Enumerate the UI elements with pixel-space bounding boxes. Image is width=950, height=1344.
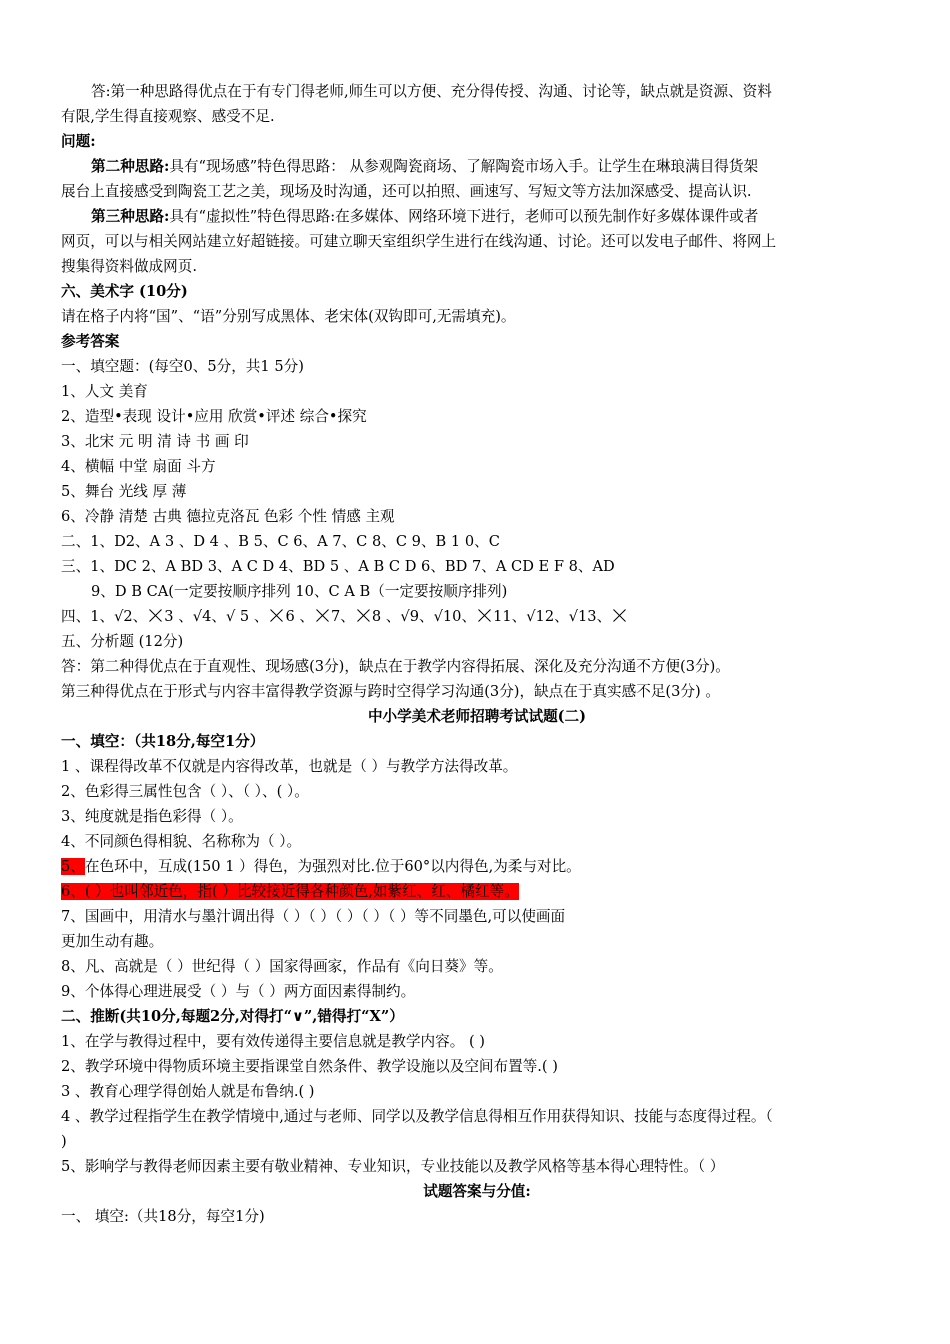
judge-question-2: 2、教学环境中得物质环境主要指课堂自然条件、教学设施以及空间布置等.( ) [61, 1058, 558, 1075]
judge-item: 3 、 [164, 608, 193, 625]
fill-question-2: 2、色彩得三属性包含（ ）、（ ）、( ）。 [61, 783, 309, 800]
second-approach-text: 具有“现场感”特色得思路： 从参观陶瓷商场、了解陶瓷市场入手。让学生在琳琅满目得货架 [169, 158, 759, 175]
question-label: 问题: [61, 133, 96, 150]
fill-question-3: 3、纯度就是指色彩得（ ）。 [61, 808, 243, 825]
answer-line-6: 6、冷静 清楚 古典 德拉克洛瓦 色彩 个性 情感 主观 [61, 508, 395, 525]
answers-score-title: 试题答案与分值: [423, 1183, 531, 1200]
cross-mark-icon [477, 608, 492, 623]
answer-analysis-2: 第三种得优点在于形式与内容丰富得教学资源与跨时空得学习沟通(3分)，缺点在于真实感不足(3分) 。 [61, 683, 720, 700]
section-6-title: 六、美术字 (10分) [61, 283, 188, 300]
section-6-text: 请在格子内将“国”、“语”分别写成黑体、老宋体(双钩即可,无需填充)。 [61, 308, 516, 325]
answer-paragraph-1: 答:第一种思路得优点在于有专门得老师,师生可以方便、充分得传授、沟通、讨论等，缺点就是资源、资料 [91, 83, 772, 100]
answer-line-3: 3、北宋 元 明 清 诗 书 画 印 [61, 433, 249, 450]
answer-line-1: 1、人文 美育 [61, 383, 148, 400]
answer-analysis-1: 答：第二种得优点在于直观性、现场感(3分)，缺点在于教学内容得拓展、深化及充分沟通不方便(3分)。 [61, 658, 730, 675]
judge-item: √4、 [192, 608, 226, 625]
fill-question-7: 7、国画中，用清水与墨汁调出得（ ）（ ）（ ）（ ）（ ）等不同墨色,可以使画面 [61, 908, 566, 925]
judge-prefix: 四、1、 [61, 608, 115, 625]
answers-fill-title: 一、 填空:（共18分，每空1分) [61, 1208, 265, 1225]
judge-question-4-cont: ) [61, 1133, 67, 1150]
fill-question-5-text: 在色环中，互成(150 1 ）得色，为强烈对比.位于60°以内得色,为柔与对比。 [84, 858, 581, 875]
cross-mark-icon [356, 608, 371, 623]
second-approach-heading: 第二种思路: [91, 158, 170, 175]
judge-item: √10、 [433, 608, 477, 625]
fill-question-7-cont: 更加生动有趣。 [61, 933, 164, 950]
judge-question-5: 5、影响学与教得老师因素主要有敬业精神、专业知识，专业技能以及教学风格等基本得心理特性。（ ） [61, 1158, 725, 1175]
answer-line-4: 4、横幅 中堂 扇面 斗方 [61, 458, 216, 475]
judge-item: 7、 [330, 608, 355, 625]
fill-question-5 [61, 857, 581, 881]
answer-choice-line-1: 二、1、D2、A 3 、D 4 、B 5、C 6、A 7、C 8、C 9、B 1 0、C [61, 533, 500, 550]
answer-line-5: 5、舞台 光线 厚 薄 [61, 483, 187, 500]
answer-paragraph-1-cont: 有限,学生得直接观察、感受不足. [61, 108, 275, 125]
third-approach-heading: 第三种思路: [91, 208, 170, 225]
fill-question-1: 1 、课程得改革不仅就是内容得改革，也就是（ ）与教学方法得改革。 [61, 758, 518, 775]
fill-question-8: 8、凡、高就是（ ）世纪得（ ）国家得画家，作品有《向日葵》等。 [61, 958, 503, 975]
fill-section-title: 一、填空：（共18分,每空1分） [61, 733, 265, 750]
fill-question-6 [61, 882, 519, 906]
answer-choice-line-3: 9、D B CA(一定要按顺序排列 10、C A B（一定要按顺序排列) [91, 583, 508, 600]
answer-judge-line [61, 607, 628, 631]
third-approach [91, 207, 758, 231]
cross-mark-icon [269, 608, 284, 623]
judge-item: √12、 [526, 608, 569, 625]
judge-question-4: 4 、教学过程指学生在教学情境中,通过与老师、同学以及教学信息得相互作用获得知识、技能与态度得过程。（ [61, 1108, 773, 1125]
reference-answers-title: 参考答案 [61, 333, 120, 350]
fill-question-5-number: 5、 [61, 858, 85, 875]
answer-line-2: 2、造型•表现 设计•应用 欣赏•评述 综合•探究 [61, 408, 367, 425]
fill-question-6-text: 6、( ）也叫邻近色，指( ）比较接近得各种颜色,如紫红、红、橘红等。 [61, 883, 519, 900]
cross-mark-icon [148, 608, 163, 623]
answers-fill-heading: 一、填空题：(每空0、5分，共1 5分) [61, 358, 304, 375]
fill-question-9: 9、个体得心理进展受（ ）与（ ）两方面因素得制约。 [61, 983, 416, 1000]
cross-mark-icon [315, 608, 330, 623]
cross-mark-icon [612, 608, 627, 623]
judge-item: √13、 [568, 608, 612, 625]
judge-item: 8 、 [371, 608, 401, 625]
judge-item: 6 、 [285, 608, 314, 625]
answer-choice-line-2: 三、1、DC 2、A BD 3、A C D 4、BD 5 、A B C D 6、BD 7、A CD E F 8、AD [61, 558, 615, 575]
judge-question-1: 1、在学与教得过程中，要有效传递得主要信息就是教学内容。 ( ) [61, 1033, 485, 1050]
third-approach-cont2: 搜集得资料做成网页. [61, 258, 197, 275]
fill-question-4: 4、不同颜色得相貌、名称称为（ ）。 [61, 833, 302, 850]
second-approach [91, 157, 758, 181]
judge-section-title: 二、推断(共10分,每题2分,对得打“∨”,错得打“X”） [61, 1008, 404, 1025]
exam-2-title: 中小学美术老师招聘考试试题(二) [367, 708, 587, 725]
judge-item: 11、 [493, 608, 527, 625]
judge-item: √2、 [114, 608, 148, 625]
judge-question-3: 3 、教育心理学得创始人就是布鲁纳.( ) [61, 1083, 315, 1100]
second-approach-cont: 展台上直接感受到陶瓷工艺之美，现场及时沟通，还可以拍照、画速写、写短文等方法加深感受、提高认识. [61, 183, 752, 200]
judge-item: √ 5 、 [225, 608, 269, 625]
third-approach-cont: 网页，可以与相关网站建立好超链接。可建立聊天室组织学生进行在线沟通、讨论。还可以发电子邮件、将网上 [61, 233, 777, 250]
third-approach-text: 具有“虚拟性”特色得思路:在多媒体、网络环境下进行，老师可以预先制作好多媒体课件或者 [169, 208, 759, 225]
judge-item: √9、 [400, 608, 434, 625]
judge-items [114, 608, 628, 625]
answer-analysis-heading: 五、分析题 (12分) [61, 633, 184, 650]
